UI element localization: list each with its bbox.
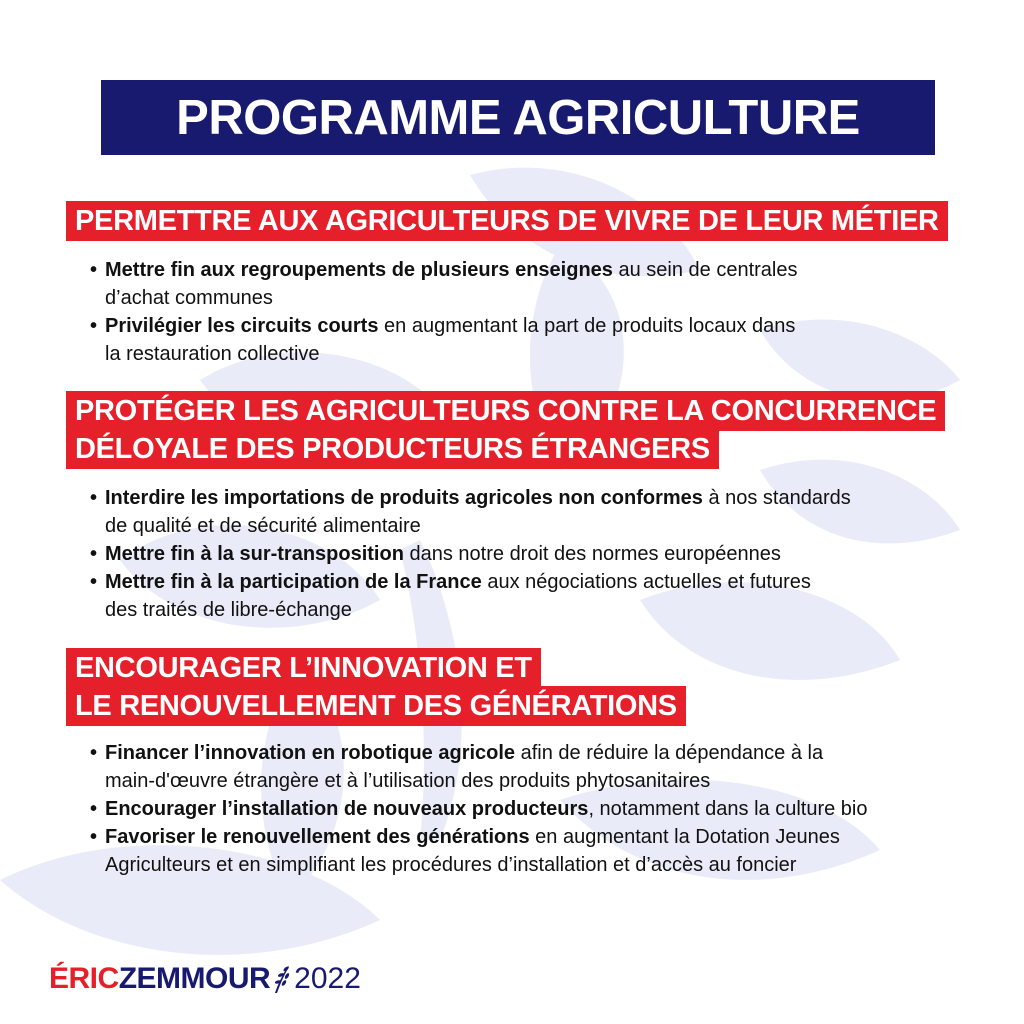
list-item	[88, 823, 867, 879]
bullet-text-continued: de qualité et de sécurité alimentaire	[105, 515, 421, 537]
bullet-bold-text: Mettre fin à la participation de la France	[105, 571, 482, 593]
section-heading-2-line-1: PROTÉGER LES AGRICULTEURS CONTRE LA CONCURRENCE	[66, 391, 945, 431]
bullet-list-1	[88, 256, 797, 368]
section-heading-1: PERMETTRE AUX AGRICULTEURS DE VIVRE DE LEUR MÉTIER	[66, 201, 948, 241]
bullet-text: , notamment dans la culture bio	[588, 798, 868, 820]
bullet-list-2	[88, 484, 851, 624]
bullet-text-continued: Agriculteurs et en simplifiant les procédures d’installation et d’accès au foncier	[105, 854, 797, 876]
bullet-bold-text: Mettre fin aux regroupements de plusieurs enseignes	[105, 259, 613, 281]
section-heading-3-line-2: LE RENOUVELLEMENT DES GÉNÉRATIONS	[66, 686, 686, 726]
bullet-text: aux négociations actuelles et futures	[481, 571, 811, 593]
bullet-bold-text: Encourager l’installation de nouveaux producteurs	[105, 798, 589, 820]
list-item	[88, 795, 867, 823]
bullet-bold-text: Financer l’innovation en robotique agricole	[105, 742, 516, 764]
page-title: PROGRAMME AGRICULTURE	[176, 90, 860, 145]
bullet-bold-text: Mettre fin à la sur-transposition	[105, 543, 404, 565]
bullet-text-continued: d’achat communes	[105, 287, 273, 309]
logo-last-name: ZEMMOUR	[118, 962, 271, 995]
list-item	[88, 568, 851, 624]
list-item	[88, 540, 851, 568]
list-item	[88, 256, 797, 312]
campaign-logo	[49, 959, 361, 999]
laurel-leaf-icon	[272, 964, 292, 994]
list-item	[88, 312, 797, 368]
list-item	[88, 739, 867, 795]
bullet-list-3	[88, 739, 867, 879]
bullet-text: en augmentant la Dotation Jeunes	[529, 826, 840, 848]
bullet-text: au sein de centrales	[612, 259, 798, 281]
bullet-bold-text: Favoriser le renouvellement des générations	[105, 826, 530, 848]
bullet-text-continued: main-d'œuvre étrangère et à l’utilisation des produits phytosanitaires	[105, 770, 711, 792]
section-heading-2-line-2: DÉLOYALE DES PRODUCTEURS ÉTRANGERS	[66, 429, 719, 469]
bullet-text: à nos standards	[702, 487, 851, 509]
logo-first-name: ÉRIC	[49, 962, 119, 995]
list-item	[88, 484, 851, 540]
logo-year: 2022	[294, 962, 361, 995]
title-banner	[101, 80, 935, 155]
bullet-text-continued: la restauration collective	[105, 343, 320, 365]
bullet-bold-text: Interdire les importations de produits agricoles non conformes	[105, 487, 703, 509]
bullet-text: afin de réduire la dépendance à la	[515, 742, 824, 764]
section-heading-3-line-1: ENCOURAGER L’INNOVATION ET	[66, 648, 541, 688]
bullet-bold-text: Privilégier les circuits courts	[105, 315, 379, 337]
bullet-text: dans notre droit des normes européennes	[403, 543, 781, 565]
bullet-text-continued: des traités de libre-échange	[105, 599, 352, 621]
bullet-text: en augmentant la part de produits locaux dans	[378, 315, 796, 337]
